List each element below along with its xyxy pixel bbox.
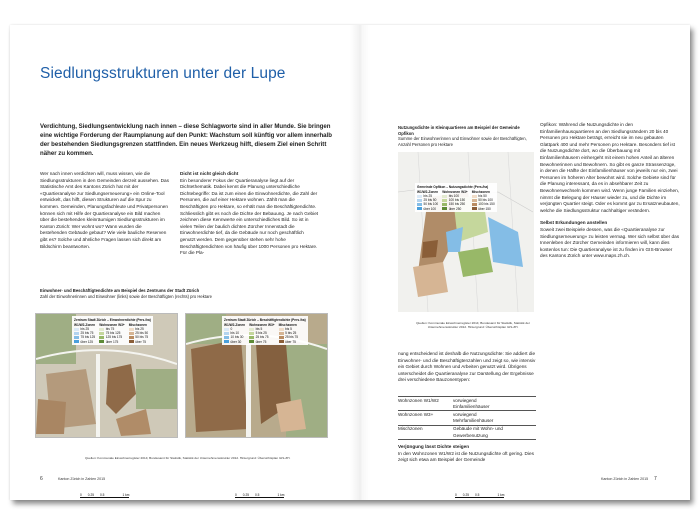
legend-group-header: Mischzonen (128, 322, 147, 327)
legend-item: 100 bis 150 (478, 202, 495, 207)
figure-caption (398, 125, 528, 147)
legend-item: bis 10 (230, 331, 240, 336)
legend-swatch (224, 328, 229, 331)
legend-swatch (249, 328, 254, 331)
legend-swatch (442, 203, 447, 206)
legend-item: 25 bis 75 (255, 335, 269, 340)
scale-label: 0 (455, 493, 457, 497)
right-column-1 (398, 351, 536, 384)
legend-group (279, 323, 298, 344)
scale-label: 0 (235, 493, 237, 497)
legend-item: über 150 (478, 206, 491, 211)
legend-swatch (417, 199, 422, 202)
map-legend (415, 183, 497, 212)
right-column-1b (398, 444, 536, 464)
map-usage-density-opfikon (398, 152, 534, 312)
figure-subtitle: Zahl der Einwohnerinnen und Einwohner (links) sowie der Beschäftigten (rechts) pro Hektare (40, 293, 213, 299)
legend-group-header: W1/W2-Zonen (74, 322, 96, 327)
section-heading: Verjüngung lässt Dichte steigen (398, 444, 470, 449)
figure-title: Einwohner- und Beschäftigtendichte am Beispiel des Zentrums der Stadt Zürich (40, 288, 200, 293)
scale-label: 0.25 (462, 493, 469, 497)
legend-swatch (279, 332, 284, 335)
section-heading: Dicht ist nicht gleich dicht (180, 171, 239, 176)
map-legend (72, 316, 153, 345)
legend-item: über 250 (448, 206, 462, 211)
legend-swatch (249, 332, 254, 335)
scale-bar (80, 428, 129, 497)
scale-label: 0 (80, 493, 82, 497)
scale-label: 0.25 (87, 493, 94, 497)
legend-swatch (224, 336, 229, 339)
legend-item: 50 bis 100 (478, 198, 493, 203)
lead-paragraph: Verdichtung, Siedlungsentwicklung nach innen – diese Schlagworte sind in aller Munde. Sie bringen eine wichtige Forderung der Raumplanung auf den Punkt: Wachstum soll künftig vor allem innerhalb der bestehenden Siedlungsgrenzen stattfinden. Ein neues Werkzeug hilft, diesem Ziel einen Schritt näher zu kommen. (40, 123, 332, 157)
legend-item: 25 bis 50 (423, 198, 437, 203)
legend-item: 100 bis 150 (448, 198, 466, 203)
legend-group (417, 190, 438, 211)
figure-subtitle: Summe der Einwohnerinnen und Einwohner sowie der Beschäftigten, Anzahl Personen pro Hektare (398, 136, 527, 147)
legend-group (224, 323, 245, 344)
legend-swatch (472, 199, 477, 202)
page-footer: Kanton Zürich in Zahlen 2015 (58, 477, 106, 481)
legend-item: 10 bis 30 (230, 335, 244, 340)
legend-title: Zentrum Stadt Zürich – Beschäftigtendichte (Pers./ha) (224, 317, 306, 322)
legend-swatch (74, 332, 79, 335)
legend-item: bis 5 (285, 326, 292, 331)
table-cell: Gebäude mit Wohn- und Gewerbenutzung (453, 426, 503, 438)
figure-source: Quellen: Kommunale Einwohnerregister 2014; Bundesamt für Statistik, Statistik der Unternehmensstruktur 2012. Hintergrund: Übersichtsplan GIS-ZH. (416, 321, 530, 330)
legend-swatch (129, 340, 134, 343)
legend-title: Gemeinde Opfikon – Nutzungsdichte (Pers./ha) (417, 184, 489, 189)
legend-title: Zentrum Stadt Zürich – Einwohnerdichte (Pers./ha) (74, 317, 151, 322)
zone-types-table (398, 396, 536, 440)
legend-item: bis 5 (255, 326, 263, 331)
page-number: 7 (654, 476, 657, 482)
legend-swatch (249, 340, 254, 343)
legend-swatch (417, 195, 422, 198)
body-text: Ein besonderer Fokus der Quartieranalyse liegt auf der Dichtethematik. Dabei kennt die Planung unterschiedliche Dichtebegriffe: Da ist zum einen die Einwohnerdichte, die Zahl der Personen, die auf einer Hektare wohnen. Zählt man die Beschäftigten pro Hektare, so erhält man die Beschäftigtendichte. Schliesslich gibt es noch die Dichte der Bebauung. Je nach Gebiet zeichnen diese Kennwerte ein unterschiedliches Bild. So ist in vielen Teilen der baulich dichten Zürcher Innenstadt die Einwohnerdichte tief, da die Gebäude nur noch geschäftlich genutzt werden. Dem gegenüber stehen sehr hohe Beschäftigtendichten von häufig über 1000 Personen pro Hektare. Für die Pla- (180, 177, 319, 256)
legend-swatch (224, 340, 229, 343)
legend-item: über 175 (105, 339, 119, 344)
legend-swatch (417, 203, 422, 206)
legend-item: 75 bis 125 (105, 331, 121, 336)
page-number: 6 (40, 476, 43, 482)
legend-group (129, 323, 148, 344)
legend-group-header: Mischzonen (471, 189, 490, 194)
body-text: nung entscheidend ist deshalb die Nutzungsdichte: Sie addiert die Einwohner- und die Beschäftigtenzahlen und zeigt so, wie intensiv ein Gebiet durch Wohnen und Arbeiten genutzt wird. Übrigens unterscheidet die Quartieranalyse zur Darstellung der Ergebnisse drei verschiedene Bauzonentypen: (398, 351, 536, 383)
legend-item: 5 bis 25 (285, 331, 297, 336)
legend-swatch (224, 332, 229, 335)
legend-swatch (417, 207, 422, 210)
map-legend (222, 316, 308, 345)
legend-item: bis 25 (80, 326, 90, 331)
legend-swatch (99, 336, 104, 339)
legend-item: 25 bis 75 (80, 331, 94, 336)
legend-swatch (74, 340, 79, 343)
table-cell: vorwiegend Mehrfamilienhäuser (453, 411, 494, 424)
legend-swatch (74, 328, 79, 331)
legend-item: über 30 (230, 339, 242, 344)
page-footer: Kanton Zürich in Zahlen 2015 (601, 477, 649, 481)
legend-swatch (472, 203, 477, 206)
page-gutter (350, 25, 370, 500)
scale-label: 0.5 (475, 493, 480, 497)
legend-swatch (129, 336, 134, 339)
body-text: Soweit zwei Beispiele dessen, was die «Quartieranalyse zur Siedlungserneuerung» zu leisten vermag. Wer sich selbst über das Innenleben der Zürcher Gemeinden informieren will, kann dies kostenlos tun: Die Quartieranalyse ist zu finden im GIS-Browser des Kantons Zürich unter www.maps.zh.ch. (540, 226, 680, 259)
body-text: Opfikon: Während die Nutzungsdichte in den Einfamilienhausquartieren an den Siedlungsrändern 20 bis 40 Personen pro Hektare beträgt, erreicht sie im neu gebauten Glattpark 400 und mehr Personen pro Hektare. Besonders tief ist die Nutzungsdichte dort, wo die Überbauung mit Einfamilienhäusern einhergeht mit einem hohen Anteil an älteren Bewohnerinnen und Bewohnern. So gibt es ganze Strassenzüge, in denen die Hälfte der Einfamilienhäuser von jeweils nur ein, zwei Personen im höheren Alter bewohnt wird. Solche Gebiete sind für die Planung interessant, da es in absehbarer Zeit zu Bewohnerwechseln kommen wird. Wenn junge Familien einziehen, nimmt die Belegung der Häuser wieder zu, und die Dichte im verjüngten Quartier steigt. Oder es kommt gar zu Ersatzneubauten, welche die Siedlungsstruktur nachhaltiger verändern. (540, 122, 680, 213)
figure-title: Nutzungsdichte in Kleinquartieren am Beispiel der Gemeinde Opfikon (398, 125, 520, 136)
table-cell: vorwiegend Einfamilienhäuser (453, 397, 490, 409)
legend-item: 0 (230, 326, 233, 331)
legend-item: 150 bis 250 (448, 202, 466, 207)
legend-item: über 75 (255, 339, 267, 344)
legend-swatch (472, 207, 477, 210)
legend-item: bis 25 (135, 326, 144, 331)
left-column-2 (180, 171, 320, 257)
legend-swatch (279, 336, 284, 339)
legend-item: 5 bis 25 (255, 331, 267, 336)
table-row (398, 425, 536, 440)
table-row (398, 410, 536, 424)
legend-item: über 75 (135, 339, 147, 344)
legend-item: 25 bis 75 (285, 335, 299, 340)
legend-item: bis 75 (105, 326, 115, 331)
scale-label: 0.5 (100, 493, 105, 497)
page-title: Siedlungsstrukturen unter der Lupe (40, 65, 286, 82)
legend-swatch (472, 195, 477, 198)
legend-group (442, 190, 468, 211)
scale-label: 0.25 (242, 493, 249, 497)
legend-group-header: W1/W2-Zonen (224, 322, 246, 327)
table-cell: Wohnzonen W1/W2 (398, 397, 439, 403)
map-image (398, 152, 534, 312)
body-text: Wer nach innen verdichten will, muss wissen, wie die Siedlungsstrukturen in den Gemeinden derzeit aussehen. Das Statistische Amt des Kantons Zürich hat mit der «Quartieranalyse zur Siedlungserneuerung» ein Online-Tool entwickelt, das hilft, diesen Strukturen auf die Spur zu kommen. Gemeinden, Planungsfachleute und Privatpersonen können sich mit Hilfe der Quartieranalyse ein Bild machen über die bestehenden kleinräumigen Siedlungsstrukturen im Kanton Zürich: Wer wohnt wo? Wann wurden die bestehenden Gebäude gebaut? Wie viele bauliche Reserven gibt es? Solche und ähnliche Fragen lassen sich direkt am Bildschirm beantworten. (40, 171, 169, 249)
section-heading: Selbst Erkundungen anstellen (540, 220, 608, 226)
table-cell: Mischzonen (398, 426, 423, 432)
scale-label: 1 km (277, 493, 285, 497)
legend-swatch (442, 195, 447, 198)
table-cell: Wohnzonen W3+ (398, 411, 434, 417)
scale-label: 0.5 (255, 493, 260, 497)
legend-item: bis 25 (423, 193, 433, 198)
legend-item: 125 bis 175 (105, 335, 123, 340)
legend-item: über 125 (80, 339, 94, 344)
legend-swatch (129, 328, 134, 331)
legend-swatch (249, 336, 254, 339)
legend-swatch (129, 332, 134, 335)
legend-group-header: Wohnzonen W3+ (249, 322, 275, 327)
legend-item: über 75 (285, 339, 296, 344)
legend-group-header: W1/W2-Zonen (417, 189, 439, 194)
scale-label: 1 km (497, 493, 505, 497)
legend-group-header: Wohnzonen W3+ (99, 322, 125, 327)
legend-item: über 100 (423, 206, 437, 211)
legend-swatch (442, 207, 447, 210)
figure-source: Quellen: Kommunale Einwohnerregister 2014; Bundesamt für Statistik, Statistik der Unternehmensstruktur 2012. Hintergrund: Übersichtsplan GIS-ZH. (85, 456, 291, 460)
legend-group-header: Wohnzonen W3+ (442, 189, 468, 194)
legend-item: bis 100 (448, 193, 459, 198)
legend-swatch (99, 332, 104, 335)
legend-swatch (442, 199, 447, 202)
magazine-spread (10, 25, 690, 500)
scale-bar (235, 428, 284, 497)
legend-group (249, 323, 275, 344)
legend-swatch (279, 340, 284, 343)
figure-caption (40, 288, 350, 299)
legend-item: 25 bis 50 (135, 331, 149, 336)
left-column-1 (40, 171, 170, 250)
legend-swatch (279, 328, 284, 331)
legend-swatch (74, 336, 79, 339)
legend-item: 75 bis 125 (80, 335, 96, 340)
legend-item: 50 bis 75 (135, 335, 149, 340)
legend-swatch (99, 340, 104, 343)
legend-group (99, 323, 125, 344)
legend-group (472, 190, 495, 211)
right-column-2 (540, 122, 680, 260)
scale-label: 1 km (122, 493, 130, 497)
body-text: In den Wohnzonen W1/W2 ist die Nutzungsdichte oft gering. Dies zeigt sich etwa am Beispiel der Gemeinde (398, 450, 534, 463)
legend-group-header: Mischzonen (278, 322, 297, 327)
table-row (398, 396, 536, 410)
legend-group (74, 323, 95, 344)
legend-item: bis 50 (478, 193, 487, 198)
legend-item: 50 bis 100 (423, 202, 439, 207)
legend-swatch (99, 328, 104, 331)
